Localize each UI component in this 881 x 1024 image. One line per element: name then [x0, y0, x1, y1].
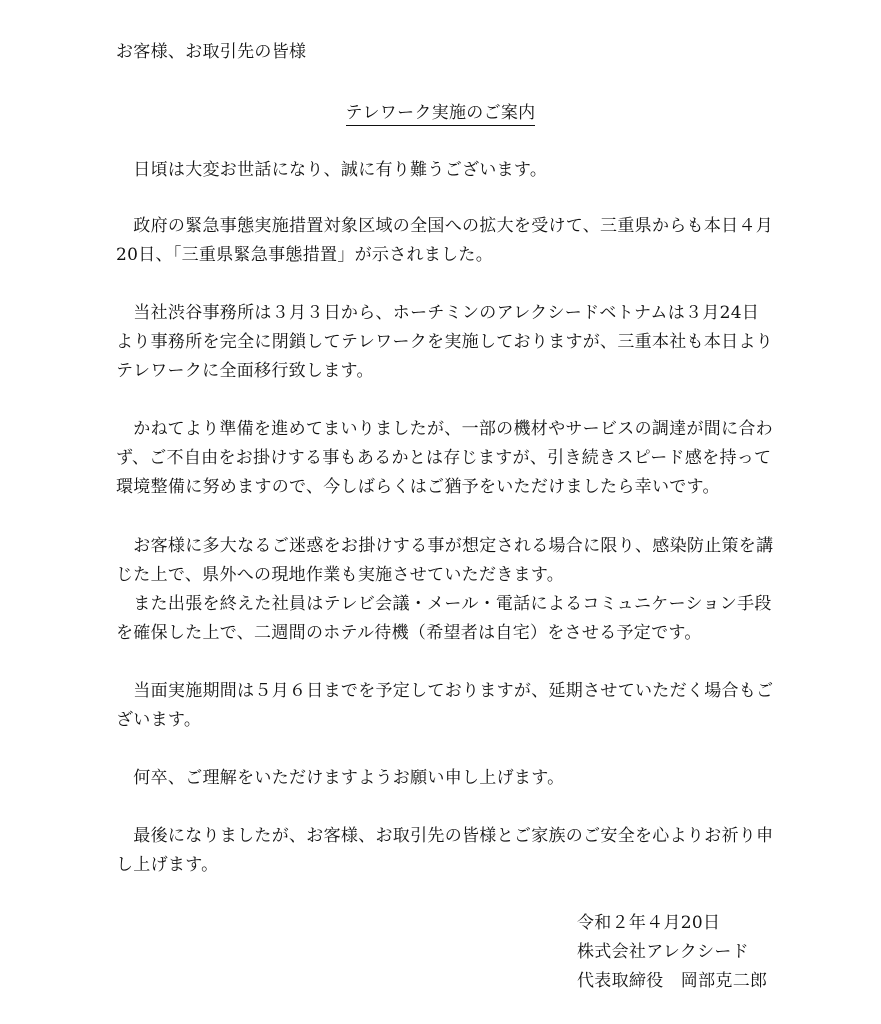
document-title: テレワーク実施のご案内 — [346, 102, 536, 126]
paragraph-3-line-1: 当社渋谷事務所は３月３日から、ホーチミンのアレクシードベトナムは３月24日 — [116, 303, 760, 323]
paragraph-6-line-2: ざいます。 — [116, 710, 202, 730]
signature-representative: 代表取締役 岡部克二郎 — [577, 971, 768, 991]
signature-date: 令和２年４月20日 — [577, 913, 721, 933]
paragraph-4-line-2: ず、ご不自由をお掛けする事もあるかとは存じますが、引き続きスピード感を持って — [116, 448, 772, 468]
document-title-wrapper — [0, 102, 881, 126]
paragraph-7-line-1: 何卒、ご理解をいただけますようお願い申し上げます。 — [116, 768, 565, 788]
addressee: お客様、お取引先の皆様 — [116, 42, 307, 62]
paragraph-5-line-2: じた上で、県外への現地作業も実施させていただきます。 — [116, 565, 565, 585]
paragraph-1-line-1: 日頃は大変お世話になり、誠に有り難うございます。 — [116, 160, 548, 180]
paragraph-3-line-2: より事務所を完全に閉鎖してテレワークを実施しておりますが、三重本社も本日より — [116, 332, 774, 352]
paragraph-4-line-3: 環境整備に努めますので、今しばらくはご猶予をいただけましたら幸いです。 — [116, 477, 720, 497]
paragraph-5-line-3: また出張を終えた社員はテレビ会議・メール・電話によるコミュニケーション手段 — [116, 594, 772, 614]
paragraph-8-line-2: し上げます。 — [116, 855, 219, 875]
paragraph-2-line-2: 20日、「三重県緊急事態措置」が示されました。 — [116, 245, 494, 265]
signature-company: 株式会社アレクシード — [577, 942, 749, 962]
paragraph-3-line-3: テレワークに全面移行致します。 — [116, 361, 374, 381]
paragraph-5-line-1: お客様に多大なるご迷惑をお掛けする事が想定される場合に限り、感染防止策を講 — [116, 536, 774, 556]
paragraph-2-line-1: 政府の緊急事態実施措置対象区域の全国への拡大を受けて、三重県からも本日４月 — [116, 216, 774, 236]
paragraph-8-line-1: 最後になりましたが、お客様、お取引先の皆様とご家族のご安全を心よりお祈り申 — [116, 826, 774, 846]
paragraph-6-line-1: 当面実施期間は５月６日までを予定しておりますが、延期させていただく場合もご — [116, 681, 774, 701]
paragraph-5-line-4: を確保した上で、二週間のホテル待機（希望者は自宅）をさせる予定です。 — [116, 623, 702, 643]
paragraph-4-line-1: かねてより準備を進めてまいりましたが、一部の機材やサービスの調達が間に合わ — [116, 419, 773, 439]
